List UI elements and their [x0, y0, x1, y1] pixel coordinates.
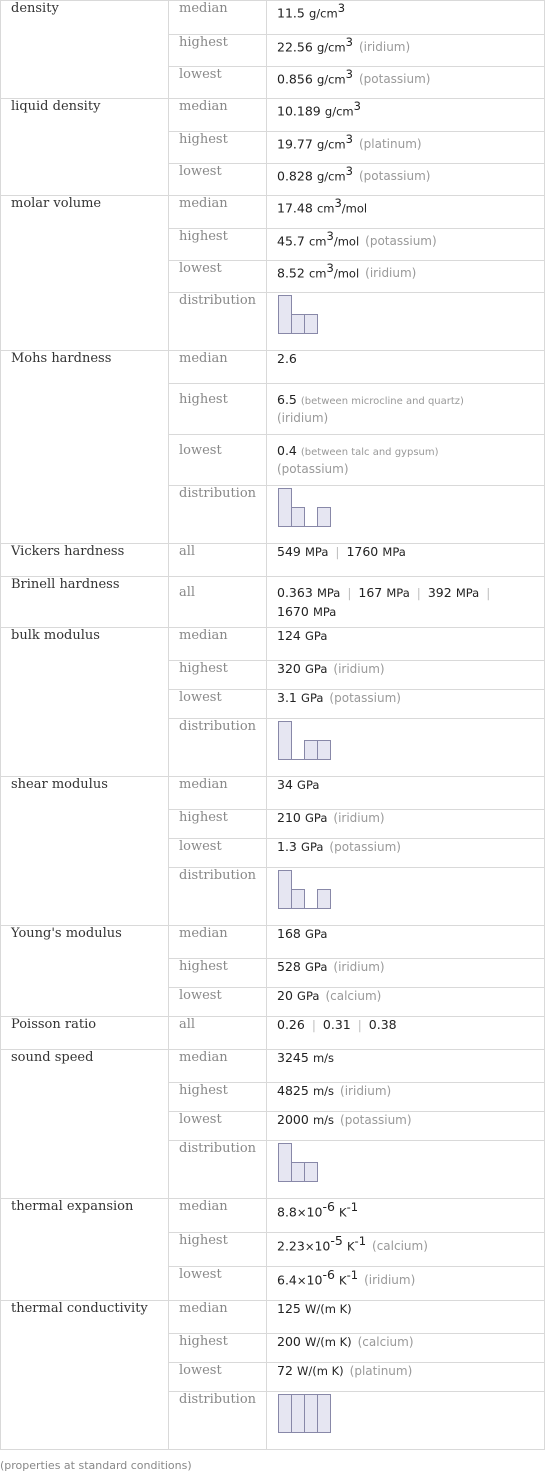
histogram-bar — [292, 890, 305, 909]
row-label-all: all — [169, 1017, 267, 1050]
distribution-histogram — [277, 1392, 357, 1436]
thermal-expansion-median: $8.8\times 10^{-6}$ $K^{-1}$ — [267, 1199, 545, 1233]
liquid-density-label: liquid density — [1, 99, 169, 196]
row-label-lowest: lowest — [169, 1363, 267, 1392]
row-label-lowest: lowest — [169, 988, 267, 1017]
row-label-highest: highest — [169, 132, 267, 164]
histogram-bar — [292, 1163, 305, 1182]
thermal-conductivity-lowest: 72 W/(m K) (platinum) — [267, 1363, 545, 1392]
row-label-highest: highest — [169, 35, 267, 67]
histogram-bar — [279, 722, 292, 760]
histogram-bar — [292, 1395, 305, 1433]
youngs-median: 168 GPa — [267, 926, 545, 959]
histogram-bar — [279, 1144, 292, 1182]
row-label-all: all — [169, 577, 267, 628]
mohs-median: 2.6 — [267, 351, 545, 384]
histogram-bar — [305, 1395, 318, 1433]
histogram-bar — [318, 1395, 331, 1433]
row-label-distribution: distribution — [169, 293, 267, 351]
vickers-values: 549 MPa | 1760 MPa — [267, 544, 545, 577]
liquid-density-lowest: 0.828 $g/cm^3$ (potassium) — [267, 164, 545, 196]
row-label-highest: highest — [169, 1233, 267, 1267]
thermal-expansion-label: thermal expansion — [1, 1199, 169, 1301]
shear-distribution — [267, 868, 545, 926]
bulk-lowest: 3.1 GPa (potassium) — [267, 690, 545, 719]
histogram-bar — [279, 489, 292, 527]
row-label-distribution: distribution — [169, 1141, 267, 1199]
row-label-highest: highest — [169, 1083, 267, 1112]
histogram-bar — [305, 741, 318, 760]
thermal-conductivity-distribution — [267, 1392, 545, 1450]
distribution-histogram — [277, 868, 357, 912]
row-label-highest: highest — [169, 229, 267, 261]
sound-median: 3245 m/s — [267, 1050, 545, 1083]
row-label-highest: highest — [169, 959, 267, 988]
shear-modulus-label: shear modulus — [1, 777, 169, 926]
shear-lowest: 1.3 GPa (potassium) — [267, 839, 545, 868]
row-label-median: median — [169, 1, 267, 35]
row-label-distribution: distribution — [169, 719, 267, 777]
row-label-median: median — [169, 628, 267, 661]
row-label-lowest: lowest — [169, 261, 267, 293]
distribution-histogram — [277, 293, 357, 337]
histogram-bar — [279, 871, 292, 909]
row-label-distribution: distribution — [169, 1392, 267, 1450]
row-label-lowest: lowest — [169, 435, 267, 486]
row-label-all: all — [169, 544, 267, 577]
row-label-highest: highest — [169, 810, 267, 839]
thermal-expansion-lowest: $6.4\times 10^{-6}$ $K^{-1}$ (iridium) — [267, 1267, 545, 1301]
brinell-values: 0.363 MPa | 167 MPa | 392 MPa | 1670 MPa — [267, 577, 545, 628]
thermal-conductivity-label: thermal conductivity — [1, 1301, 169, 1450]
histogram-bar — [292, 315, 305, 334]
row-label-median: median — [169, 926, 267, 959]
youngs-modulus-label: Young's modulus — [1, 926, 169, 1017]
bulk-highest: 320 GPa (iridium) — [267, 661, 545, 690]
density-median: 11.5 $g/cm^3$ — [267, 1, 545, 35]
youngs-highest: 528 GPa (iridium) — [267, 959, 545, 988]
molar-volume-lowest: 8.52 $cm^3$/mol (iridium) — [267, 261, 545, 293]
row-label-median: median — [169, 1199, 267, 1233]
poisson-ratio-label: Poisson ratio — [1, 1017, 169, 1050]
histogram-bar — [318, 890, 331, 909]
mohs-lowest: 0.4 (between talc and gypsum) (potassium) — [267, 435, 545, 486]
row-label-lowest: lowest — [169, 690, 267, 719]
molar-volume-median: 17.48 $cm^3$/mol — [267, 196, 545, 229]
sound-lowest: 2000 m/s (potassium) — [267, 1112, 545, 1141]
row-label-median: median — [169, 777, 267, 810]
distribution-histogram — [277, 486, 357, 530]
shear-highest: 210 GPa (iridium) — [267, 810, 545, 839]
row-label-highest: highest — [169, 384, 267, 435]
mohs-hardness-label: Mohs hardness — [1, 351, 169, 544]
sound-speed-label: sound speed — [1, 1050, 169, 1199]
shear-median: 34 GPa — [267, 777, 545, 810]
row-label-lowest: lowest — [169, 1267, 267, 1301]
row-label-highest: highest — [169, 1334, 267, 1363]
row-label-lowest: lowest — [169, 839, 267, 868]
molar-volume-label: molar volume — [1, 196, 169, 351]
sound-distribution — [267, 1141, 545, 1199]
density-lowest: 0.856 $g/cm^3$ (potassium) — [267, 67, 545, 99]
row-label-median: median — [169, 99, 267, 132]
youngs-lowest: 20 GPa (calcium) — [267, 988, 545, 1017]
bulk-distribution — [267, 719, 545, 777]
liquid-density-highest: 19.77 $g/cm^3$ (platinum) — [267, 132, 545, 164]
row-label-lowest: lowest — [169, 164, 267, 196]
row-label-highest: highest — [169, 661, 267, 690]
poisson-values: 0.26 | 0.31 | 0.38 — [267, 1017, 545, 1050]
row-label-median: median — [169, 1050, 267, 1083]
histogram-bar — [305, 315, 318, 334]
row-label-lowest: lowest — [169, 67, 267, 99]
row-label-distribution: distribution — [169, 868, 267, 926]
molar-volume-distribution — [267, 293, 545, 351]
vickers-hardness-label: Vickers hardness — [1, 544, 169, 577]
histogram-bar — [318, 508, 331, 527]
distribution-histogram — [277, 1141, 357, 1185]
row-label-median: median — [169, 1301, 267, 1334]
footnote: (properties at standard conditions) — [0, 1459, 192, 1472]
histogram-bar — [279, 296, 292, 334]
brinell-hardness-label: Brinell hardness — [1, 577, 169, 628]
liquid-density-median: 10.189 $g/cm^3$ — [267, 99, 545, 132]
row-label-lowest: lowest — [169, 1112, 267, 1141]
mohs-highest: 6.5 (between microcline and quartz) (iridium) — [267, 384, 545, 435]
density-label: density — [1, 1, 169, 99]
sound-highest: 4825 m/s (iridium) — [267, 1083, 545, 1112]
distribution-histogram — [277, 719, 357, 763]
molar-volume-highest: 45.7 $cm^3$/mol (potassium) — [267, 229, 545, 261]
row-label-median: median — [169, 196, 267, 229]
bulk-modulus-label: bulk modulus — [1, 628, 169, 777]
density-highest: 22.56 $g/cm^3$ (iridium) — [267, 35, 545, 67]
histogram-bar — [318, 741, 331, 760]
histogram-bar — [292, 508, 305, 527]
thermal-conductivity-highest: 200 W/(m K) (calcium) — [267, 1334, 545, 1363]
histogram-bar — [305, 1163, 318, 1182]
row-label-median: median — [169, 351, 267, 384]
bulk-median: 124 GPa — [267, 628, 545, 661]
mohs-distribution — [267, 486, 545, 544]
row-label-distribution: distribution — [169, 486, 267, 544]
histogram-bar — [279, 1395, 292, 1433]
thermal-conductivity-median: 125 W/(m K) — [267, 1301, 545, 1334]
thermal-expansion-highest: $2.23\times 10^{-5}$ $K^{-1}$ (calcium) — [267, 1233, 545, 1267]
